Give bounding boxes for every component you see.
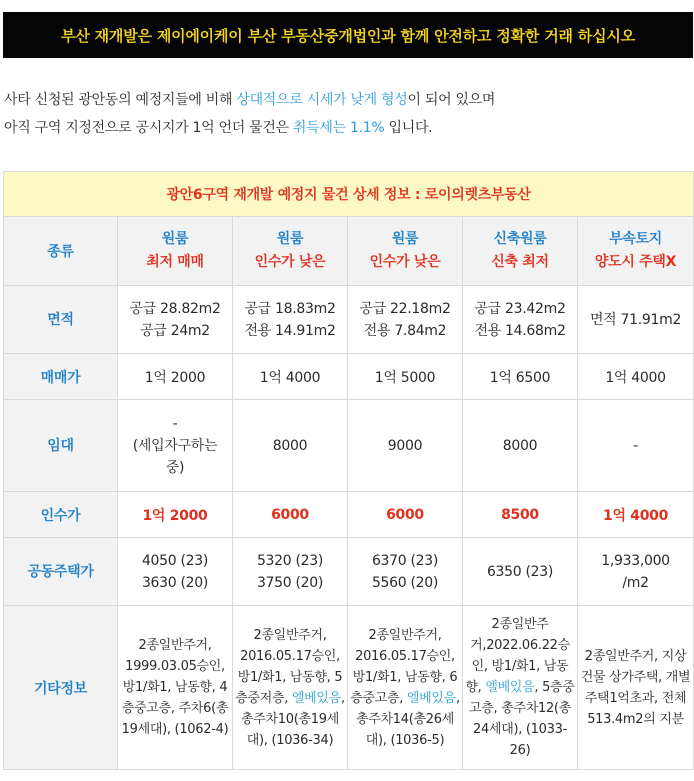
row-etc (4, 606, 694, 770)
row-type (4, 217, 694, 286)
row-label-type: 종류 (4, 217, 118, 286)
price-cell: 1억 4000 (578, 354, 694, 400)
rent-cell: - (578, 400, 694, 492)
area-line: 전용 14.68m2 (474, 322, 566, 339)
etc-cell (118, 606, 233, 770)
etc-text-tail: ,총주차10(총19세대), (1036-34) (241, 690, 345, 748)
row-area (4, 286, 694, 354)
intro-line-2-tail: 입니다. (384, 120, 433, 136)
col-tag: 인수가 낮은 (369, 254, 441, 270)
takeover-cell: 1억 2000 (118, 492, 233, 538)
area-cell (578, 286, 694, 354)
area-cell (348, 286, 463, 354)
public-price-cell (463, 538, 578, 606)
col-header-5 (578, 217, 694, 286)
elevator-link[interactable]: 엘베있음 (406, 690, 456, 706)
public-price-line: 6370 (23) (371, 552, 439, 569)
row-label-rent: 임대 (4, 400, 118, 492)
public-price-line: 5320 (23) (256, 552, 324, 569)
intro-text (4, 86, 690, 142)
area-line: 전용 7.84m2 (363, 322, 447, 339)
rent-line: - (172, 415, 178, 432)
row-label-price: 매매가 (4, 354, 118, 400)
intro-line-2-text: 아직 구역 지정전으로 공시지가 1억 언더 물건은 (4, 120, 293, 136)
row-label-etc: 기타정보 (4, 606, 118, 770)
rent-cell: 9000 (348, 400, 463, 492)
col-header-3 (348, 217, 463, 286)
row-public-price (4, 538, 694, 606)
elevator-link[interactable]: 엘베있음 (291, 690, 341, 706)
area-line: 공급 23.42m2 (474, 300, 566, 317)
etc-text-tail: ,총주차14(총26세대), (1036-5) (356, 690, 460, 748)
intro-line-2 (4, 114, 690, 142)
etc-text: 2종일반주거,2022.06.22승인, 방1/화1, 남동향, (465, 617, 570, 695)
etc-cell (233, 606, 348, 770)
etc-text: 2종일반주거, 1999.03.05승인, 방1/화1, 남동향, 4층중고층, 주차6(총19세대), (1062-4) (121, 638, 229, 737)
public-price-line: 3630 (20) (141, 574, 209, 591)
public-price-cell (118, 538, 233, 606)
col-tag: 신축 최저 (491, 254, 549, 270)
area-line: 공급 22.18m2 (359, 300, 451, 317)
takeover-cell: 6000 (233, 492, 348, 538)
top-banner: 부산 재개발은 제이에이케이 부산 부동산중개법인과 함께 안전하고 정확한 거래 하십시오 (3, 12, 693, 58)
takeover-cell: 1억 4000 (578, 492, 694, 538)
col-type: 원룸 (276, 231, 304, 247)
area-line: 전용 14.91m2 (244, 322, 336, 339)
price-cell: 1억 6500 (463, 354, 578, 400)
col-tag: 인수가 낮은 (254, 254, 326, 270)
col-header-4 (463, 217, 578, 286)
price-cell: 1억 2000 (118, 354, 233, 400)
etc-cell (578, 606, 694, 770)
rent-cell: 8000 (463, 400, 578, 492)
row-takeover (4, 492, 694, 538)
takeover-cell: 6000 (348, 492, 463, 538)
col-type: 원룸 (391, 231, 419, 247)
etc-cell (348, 606, 463, 770)
area-line: 공급 24m2 (140, 322, 210, 339)
row-label-takeover: 인수가 (4, 492, 118, 538)
intro-highlight-tax: 취득세는 1.1% (292, 120, 385, 136)
row-rent (4, 400, 694, 492)
public-price-cell (348, 538, 463, 606)
etc-text-tail: , 5층중고층, 총주차12(총24세대), (1033-26) (469, 680, 575, 758)
public-price-cell (233, 538, 348, 606)
public-price-cell (578, 538, 694, 606)
rent-line: 중) (165, 459, 185, 476)
intro-line-1-tail: 이 되어 있으며 (407, 92, 496, 108)
area-cell (118, 286, 233, 354)
area-cell (463, 286, 578, 354)
public-price-line: /m2 (622, 574, 649, 591)
col-type: 부속토지 (609, 231, 662, 247)
intro-line-1 (4, 86, 690, 114)
area-line: 면적 71.91m2 (589, 311, 682, 328)
area-line: 공급 18.83m2 (244, 300, 336, 317)
takeover-cell: 8500 (463, 492, 578, 538)
public-price-line: 4050 (23) (141, 552, 209, 569)
col-type: 신축원룸 (493, 231, 547, 247)
public-price-line: 3750 (20) (256, 574, 324, 591)
etc-text: 2종일반주거, 지상건물 상가주택, 개별주택1억초과, 전체 513.4m2의 지분 (580, 648, 691, 727)
col-type: 원룸 (161, 231, 189, 247)
row-label-area: 면적 (4, 286, 118, 354)
etc-cell (463, 606, 578, 770)
col-header-2 (233, 217, 348, 286)
public-price-line: 6350 (23) (486, 563, 554, 580)
rent-cell (118, 400, 233, 492)
public-price-line: 1,933,000 (601, 552, 670, 569)
area-cell (233, 286, 348, 354)
intro-line-1-text: 사타 신청된 광안동의 예정지들에 비해 (4, 92, 237, 108)
area-line: 공급 28.82m2 (129, 300, 221, 317)
price-cell: 1억 4000 (233, 354, 348, 400)
col-tag: 양도시 주택X (594, 254, 677, 270)
price-cell: 1억 5000 (348, 354, 463, 400)
table-caption-row (4, 172, 694, 217)
rent-cell: 8000 (233, 400, 348, 492)
public-price-line: 5560 (20) (371, 574, 439, 591)
row-price (4, 354, 694, 400)
col-tag: 최저 매매 (146, 254, 204, 270)
row-label-public-price: 공동주택가 (4, 538, 118, 606)
elevator-link[interactable]: 엘베있음 (485, 680, 535, 695)
etc-text: 2종일반주거, 2016.05.17승인, 방1/화1, 남동향, 6층중고층, (350, 627, 458, 706)
rent-line: (세입자구하는 (132, 437, 218, 454)
etc-text: 2종일반주거, 2016.05.17승인, 방1/화1, 남동향, 5층중저층, (235, 627, 343, 706)
table-caption: 광안6구역 재개발 예정지 물건 상세 정보 : 로이의렛츠부동산 (4, 172, 694, 217)
listing-table (3, 171, 694, 770)
intro-highlight-price: 상대적으로 시세가 낮게 형성 (236, 92, 408, 108)
col-header-1 (118, 217, 233, 286)
